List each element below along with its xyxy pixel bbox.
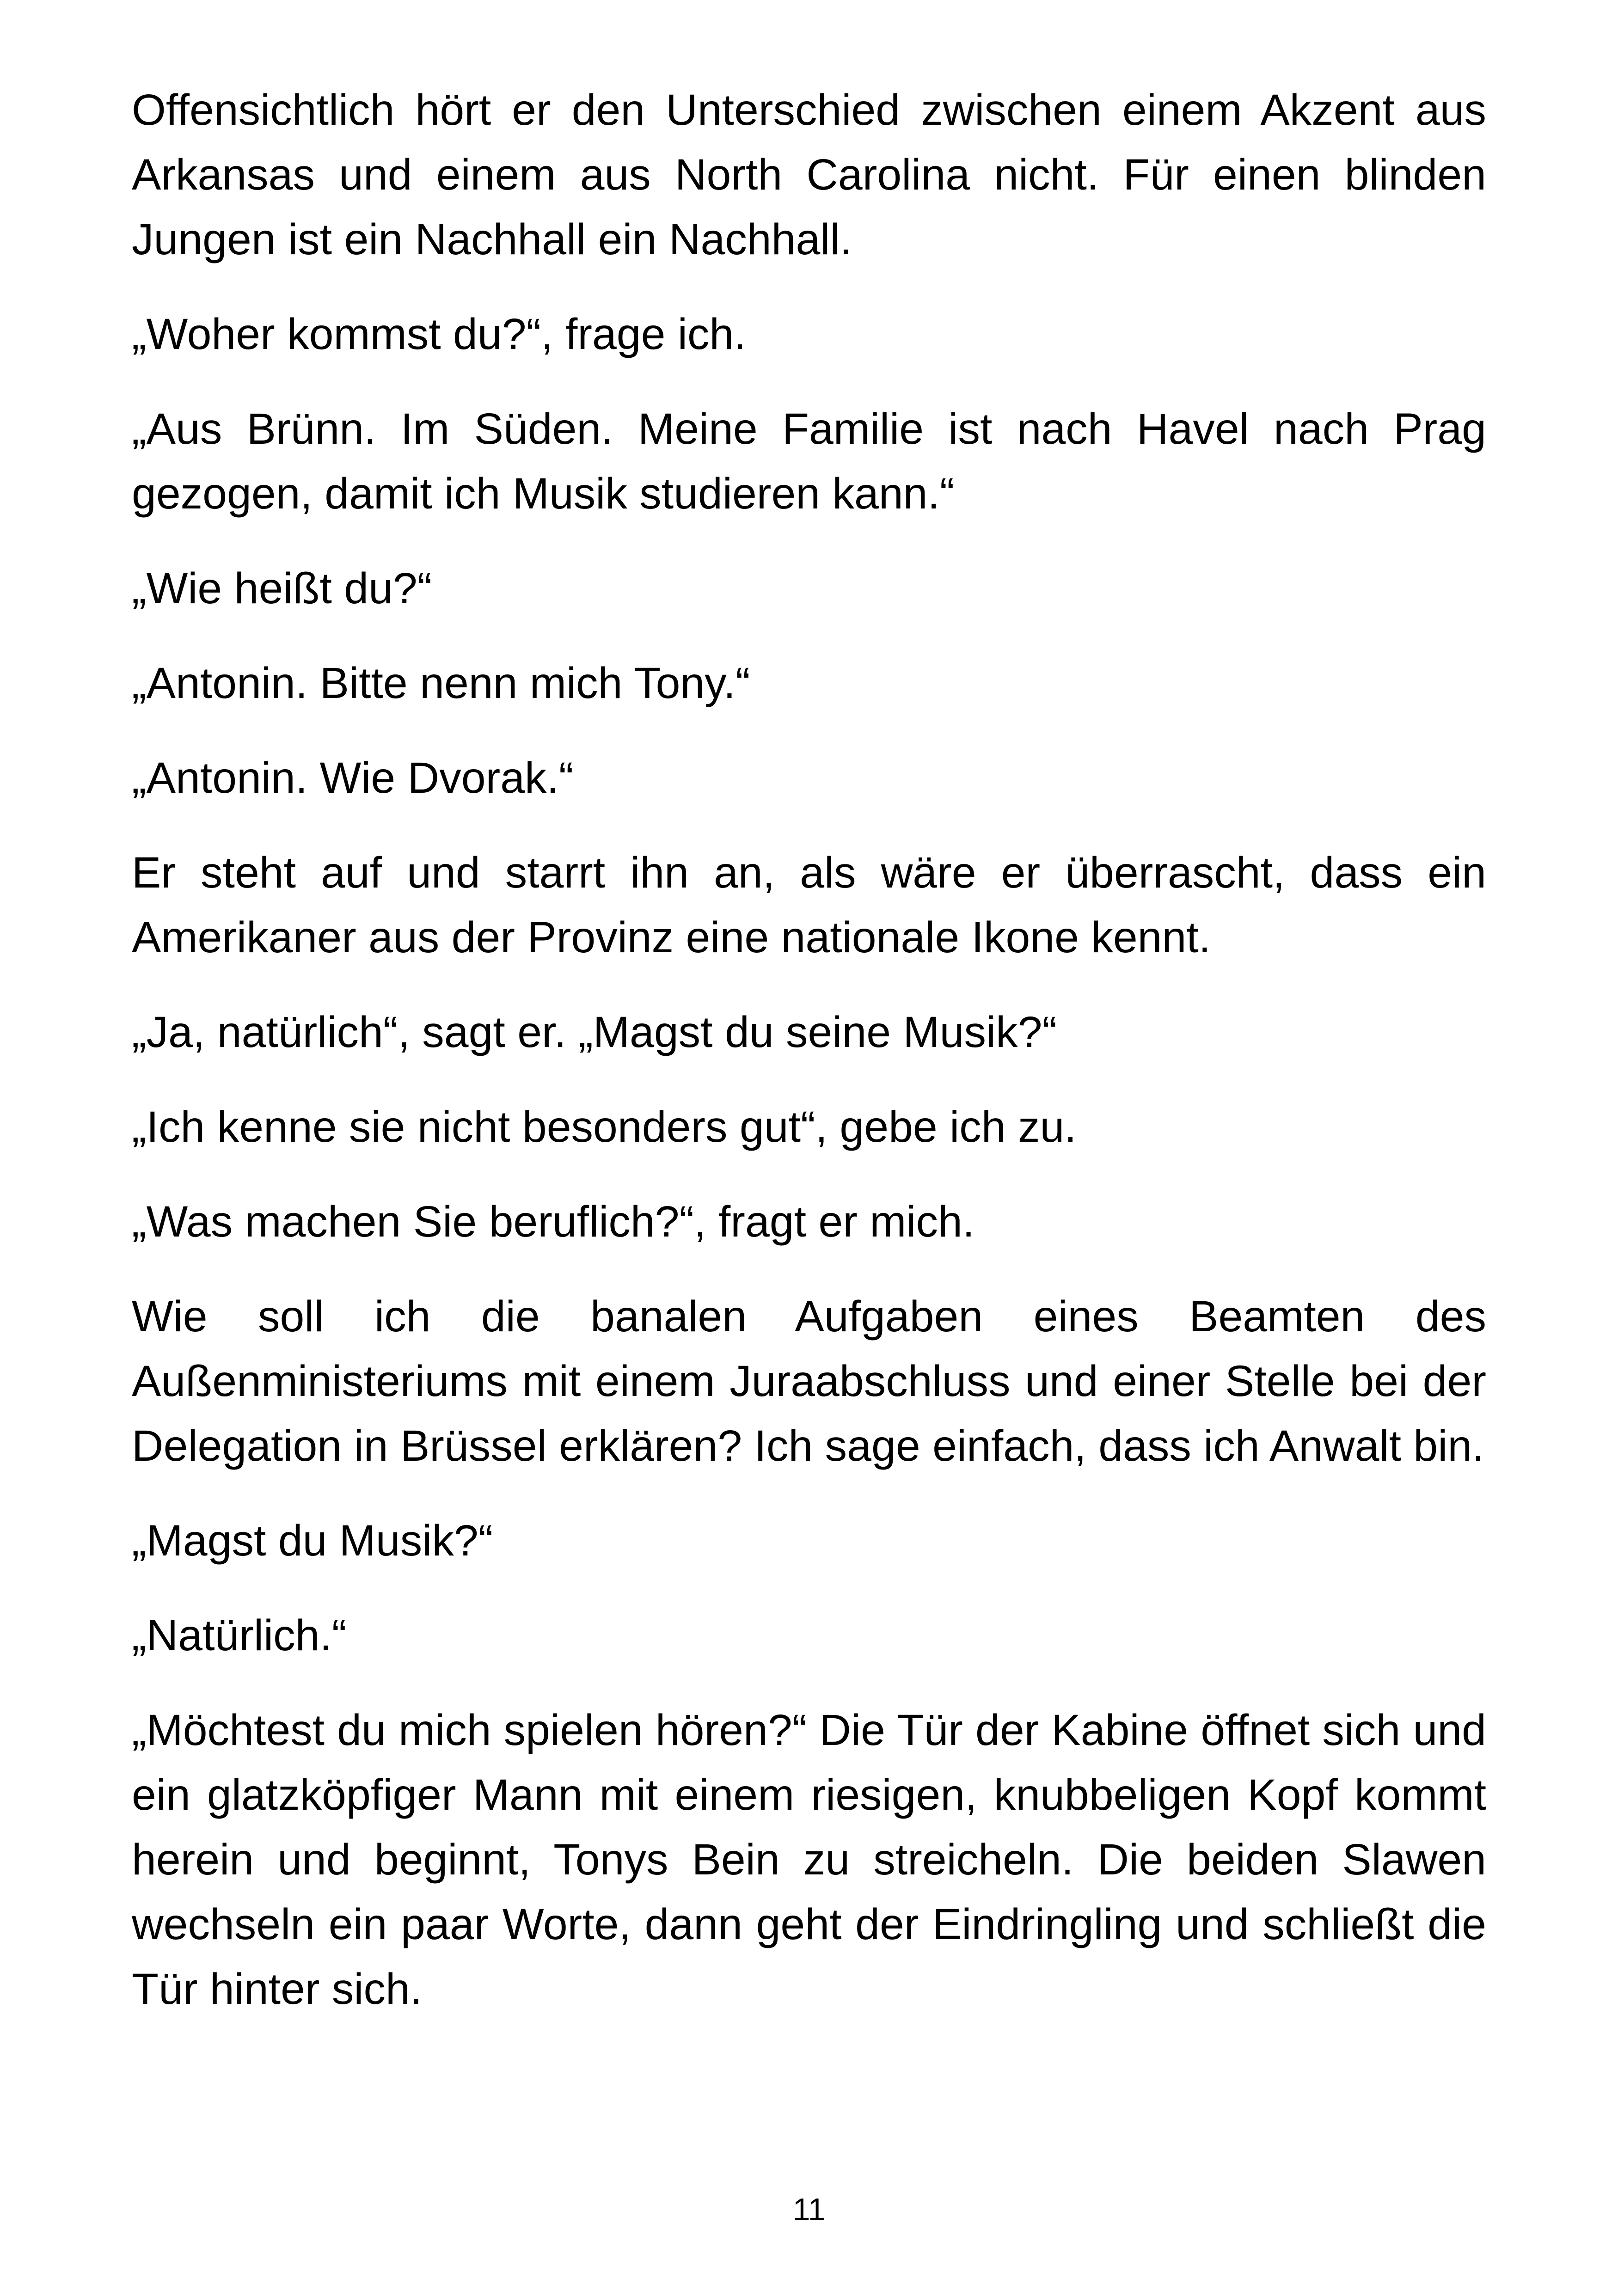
paragraph: „Ich kenne sie nicht besonders gut“, gebe ich zu.: [132, 1102, 1077, 1151]
paragraph: „Magst du Musik?“: [132, 1516, 493, 1565]
paragraph: „Was machen Sie beruflich?“, fragt er mich.: [132, 1197, 975, 1246]
paragraph: „Möchtest du mich spielen hören?“ Die Tür der Kabine öffnet sich und ein glatzköpfiger Mann mit einem riesigen, knubbeligen Kopf kommt herein und beginnt, Tonys Bein zu streicheln. Die beiden Slawen wechseln ein paar Worte, dann geht der Eindringling und schließt die Tür hinter sich.: [132, 1706, 1486, 2014]
paragraph: „Aus Brünn. Im Süden. Meine Familie ist nach Havel nach Prag gezogen, damit ich Musik studieren kann.“: [132, 404, 1486, 518]
paragraph: „Antonin. Bitte nenn mich Tony.“: [132, 659, 750, 708]
paragraph: „Antonin. Wie Dvorak.“: [132, 753, 574, 802]
paragraph: „Natürlich.“: [132, 1611, 347, 1660]
paragraph: Wie soll ich die banalen Aufgaben eines Beamten des Außenministeriums mit einem Juraabschluss und einer Stelle bei der Delegation in Brüssel erklären? Ich sage einfach, dass ich Anwalt bin.: [132, 1292, 1486, 1470]
paragraph: „Wie heißt du?“: [132, 564, 432, 613]
page-number: 11: [792, 2192, 826, 2227]
page-body: [132, 78, 1486, 2051]
paragraph: Er steht auf und starrt ihn an, als wäre er überrascht, dass ein Amerikaner aus der Provinz eine nationale Ikone kennt.: [132, 848, 1486, 962]
paragraph: „Woher kommst du?“, frage ich.: [132, 310, 746, 359]
paragraph: Offensichtlich hört er den Unterschied zwischen einem Akzent aus Arkansas und einem aus North Carolina nicht. Für einen blinden Jungen ist ein Nachhall ein Nachhall.: [132, 86, 1486, 264]
paragraph: „Ja, natürlich“, sagt er. „Magst du seine Musik?“: [132, 1008, 1057, 1057]
